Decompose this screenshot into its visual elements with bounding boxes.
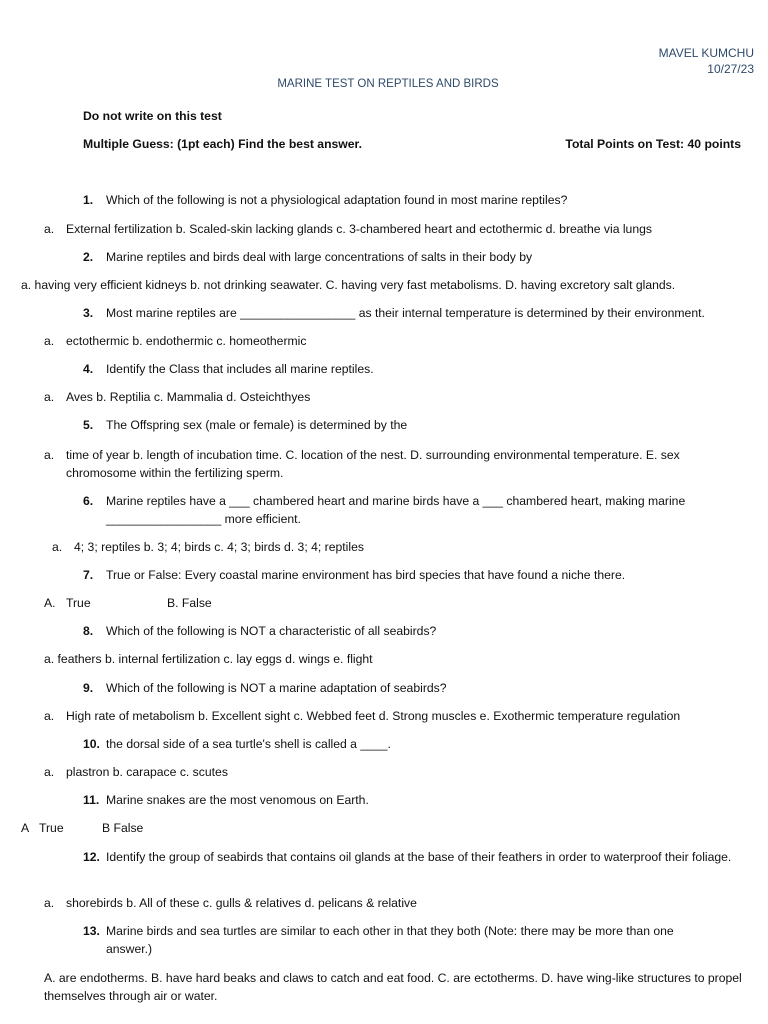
- question-number: 6.: [83, 494, 94, 508]
- answer-text: High rate of metabolism b. Excellent sight c. Webbed feet d. Strong muscles e. Exothermic temperature regulation: [66, 709, 681, 723]
- question-number: 13.: [83, 924, 100, 938]
- answer-false-7: B. False: [167, 596, 212, 610]
- question-number: 8.: [83, 624, 94, 638]
- answer-choices-1: [44, 220, 744, 238]
- author-name: MAVEL KUMCHU: [658, 46, 754, 60]
- answer-text: ectothermic b. endothermic c. homeothermic: [66, 334, 307, 348]
- question-number: 9.: [83, 681, 94, 695]
- answer-text: 4; 3; reptiles b. 3; 4; birds c. 4; 3; birds d. 3; 4; reptiles: [74, 540, 364, 554]
- answer-letter-a-7: A.: [44, 596, 56, 610]
- answer-letter: a.: [44, 390, 55, 404]
- question-text: The Offspring sex (male or female) is determined by the: [106, 418, 408, 432]
- question-number: 4.: [83, 362, 94, 376]
- question-12: [83, 848, 743, 866]
- question-text: Marine birds and sea turtles are similar to each other in that they both (Note: there may be more than one answer.): [106, 924, 674, 956]
- author-block: [659, 45, 754, 77]
- no-write-note: Do not write on this test: [83, 109, 222, 123]
- question-number: 11.: [83, 793, 100, 807]
- answer-letter: a.: [44, 222, 55, 236]
- question-text: Identify the Class that includes all marine reptiles.: [106, 362, 374, 376]
- answer-choices-5: [44, 446, 719, 482]
- question-4: [83, 360, 743, 378]
- answer-true-11: True: [39, 821, 64, 835]
- answer-text: Aves b. Reptilia c. Mammalia d. Osteichthyes: [66, 390, 311, 404]
- answer-letter: a.: [44, 765, 55, 779]
- question-text: the dorsal side of a sea turtle's shell is called a ____.: [106, 737, 391, 751]
- answer-letter: a.: [52, 540, 63, 554]
- question-number: 3.: [83, 306, 94, 320]
- question-7: [83, 566, 743, 584]
- question-5: [83, 416, 743, 434]
- answer-choices-8: a. feathers b. internal fertilization c. lay eggs d. wings e. flight: [44, 652, 373, 666]
- question-number: 12.: [83, 850, 100, 864]
- question-10: [83, 735, 743, 753]
- question-text: Marine reptiles have a ___ chambered heart and marine birds have a ___ chambered heart, making marine _________________ more efficient.: [106, 494, 686, 526]
- question-2: [83, 248, 743, 266]
- answer-choices-12: [44, 894, 744, 912]
- answer-letter: a.: [44, 709, 55, 723]
- answer-choices-10: [44, 763, 744, 781]
- question-text: True or False: Every coastal marine environment has bird species that have found a niche there.: [106, 568, 626, 582]
- question-number: 2.: [83, 250, 94, 264]
- total-points: Total Points on Test: 40 points: [565, 137, 741, 151]
- answer-choices-13: A. are endotherms. B. have hard beaks and claws to catch and eat food. C. are ectotherms. D. have wing-like structures to propel themselves through air or water.: [44, 971, 742, 1003]
- question-9: [83, 679, 743, 697]
- page-title: MARINE TEST ON REPTILES AND BIRDS: [277, 78, 499, 90]
- question-6: [83, 492, 723, 528]
- answer-text: time of year b. length of incubation time. C. location of the nest. D. surrounding environmental temperature. E. sex chromosome within the fertilizing sperm.: [66, 448, 680, 480]
- question-text: Which of the following is NOT a characteristic of all seabirds?: [106, 624, 437, 638]
- question-number: 7.: [83, 568, 94, 582]
- answer-choices-6: [52, 538, 752, 556]
- answer-false-11: B False: [102, 821, 144, 835]
- question-number: 10.: [83, 737, 100, 751]
- question-1: [83, 191, 743, 209]
- question-text: Which of the following is not a physiological adaptation found in most marine reptiles?: [106, 193, 568, 207]
- answer-text: shorebirds b. All of these c. gulls & relatives d. pelicans & relative: [66, 896, 417, 910]
- question-number: 5.: [83, 418, 94, 432]
- answer-letter: a.: [44, 334, 55, 348]
- answer-true-7: True: [66, 596, 91, 610]
- question-3: [83, 304, 743, 322]
- test-date: 10/27/23: [707, 62, 754, 76]
- answer-choices-9: [44, 707, 744, 725]
- question-text: Marine snakes are the most venomous on Earth.: [106, 793, 369, 807]
- question-13: [83, 922, 723, 958]
- answer-letter-a-11: A: [21, 821, 30, 835]
- question-number: 1.: [83, 193, 94, 207]
- question-text: Identify the group of seabirds that contains oil glands at the base of their feathers in order to waterproof their foliage.: [106, 850, 732, 864]
- question-11: [83, 791, 743, 809]
- answer-choices-3: [44, 332, 744, 350]
- question-text: Most marine reptiles are _________________ as their internal temperature is determined by their environment.: [106, 306, 705, 320]
- answer-letter: a.: [44, 896, 55, 910]
- answer-text: plastron b. carapace c. scutes: [66, 765, 228, 779]
- question-text: Marine reptiles and birds deal with large concentrations of salts in their body by: [106, 250, 533, 264]
- question-text: Which of the following is NOT a marine adaptation of seabirds?: [106, 681, 447, 695]
- answer-choices-4: [44, 388, 744, 406]
- answer-text: External fertilization b. Scaled-skin lacking glands c. 3-chambered heart and ectothermic d. breathe via lungs: [66, 222, 652, 236]
- answer-letter: a.: [44, 448, 55, 462]
- question-8: [83, 622, 743, 640]
- answer-choices-2: a. having very efficient kidneys b. not drinking seawater. C. having very fast metabolisms. D. having excretory salt glands.: [21, 278, 676, 292]
- directions: Multiple Guess: (1pt each) Find the best answer.: [83, 137, 363, 151]
